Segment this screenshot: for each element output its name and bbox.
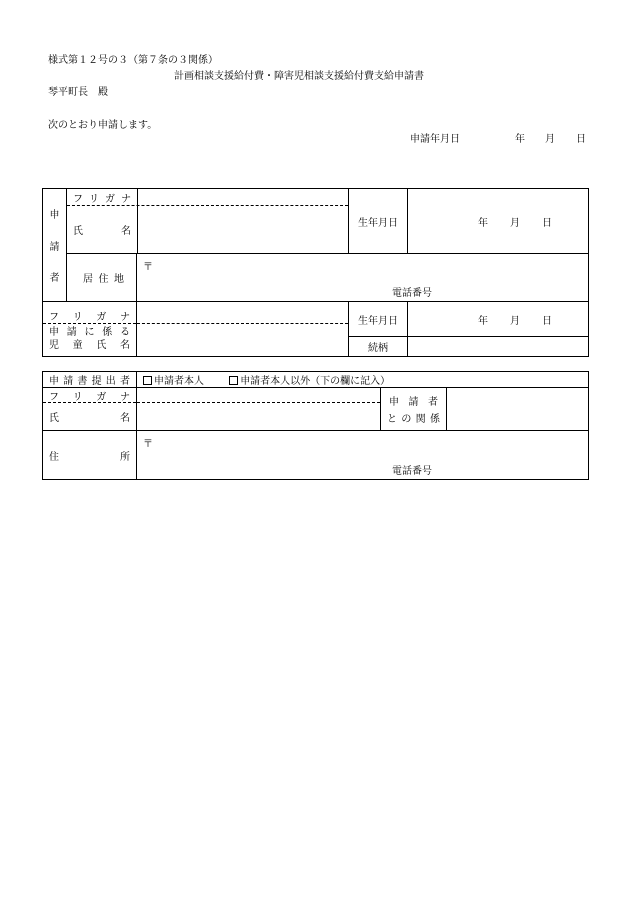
applicant-address-label: 居 住 地 xyxy=(67,254,137,302)
applicant-birth-input[interactable]: 年 月 日 xyxy=(408,189,589,254)
relation-input[interactable] xyxy=(447,388,589,431)
submitter-address-input[interactable] xyxy=(137,431,589,480)
relation-label: 申 請 者 と の 関 係 xyxy=(381,388,447,431)
applicant-name-block xyxy=(67,189,349,254)
applicant-furigana-input[interactable] xyxy=(138,189,348,205)
submitter-address-label: 住 所 xyxy=(43,431,137,480)
application-day-label: 日 xyxy=(576,134,586,145)
phone-label: 電話番号 xyxy=(392,288,432,299)
applicant-name-label: 氏 名 xyxy=(67,206,138,253)
application-date-label: 申請年月日 xyxy=(410,134,460,145)
application-month-label: 月 xyxy=(545,134,555,145)
submitter-name-label: フ リ ガ ナ 氏 名 xyxy=(43,388,137,431)
submitter-table xyxy=(42,371,589,480)
intro-text: 次のとおり申請します。 xyxy=(48,120,158,131)
form-number: 様式第１２号の３（第７条の３関係） xyxy=(48,55,218,66)
submitter-label: 申 請 書 提 出 者 xyxy=(43,372,137,388)
submitter-options xyxy=(137,372,589,388)
postal-mark: 〒 xyxy=(143,439,153,450)
submitter-name-input[interactable] xyxy=(137,388,381,431)
application-year-label: 年 xyxy=(515,134,525,145)
applicant-address-input[interactable] xyxy=(137,254,589,302)
applicant-header-cell: 申 請 者 xyxy=(43,189,67,302)
applicant-name-input[interactable] xyxy=(138,206,348,253)
applicant-furigana-label: フ リ ガ ナ xyxy=(67,189,138,205)
checkbox-self[interactable]: 申請者本人 xyxy=(143,376,204,387)
checkbox-other[interactable]: 申請者本人以外（下の欄に記入） xyxy=(229,376,390,387)
child-birth-relation-inputs[interactable]: 年 月 日 xyxy=(408,302,589,357)
child-name-input[interactable] xyxy=(137,302,349,357)
applicant-table xyxy=(42,188,589,357)
addressee: 琴平町長 殿 xyxy=(48,87,108,98)
child-label-block: フ リ ガ ナ 申 請 に 係 る 児 童 氏 名 xyxy=(43,302,137,357)
child-birth-relation-labels: 生年月日 続柄 xyxy=(349,302,408,357)
applicant-birth-label: 生年月日 xyxy=(349,189,408,254)
postal-mark: 〒 xyxy=(143,262,153,273)
form-title: 計画相談支援給付費・障害児相談支援給付費支給申請書 xyxy=(174,71,424,82)
application-date xyxy=(410,134,586,146)
phone-label: 電話番号 xyxy=(392,466,432,477)
